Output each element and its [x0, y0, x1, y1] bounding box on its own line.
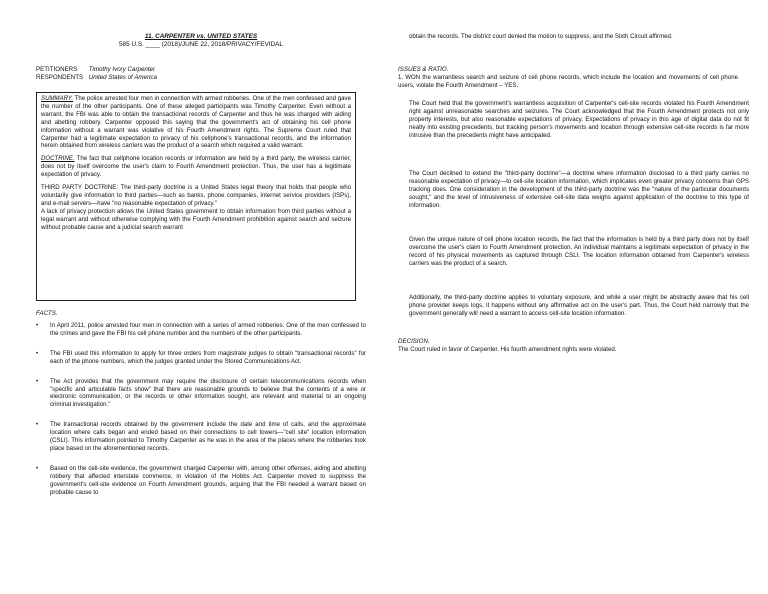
case-citation: 585 U.S. ____ (2018)/JUNE 22, 2018/PRIVACY/FEVIDAL — [119, 41, 283, 48]
list-item: • In April 2011, police arrested four men in connection with a series of armed robberies. One of the men confessed to the crimes and gave the FBI his cell phone number and the numbers of the other participants. — [36, 322, 366, 337]
third-party-paragraph: THIRD PARTY DOCTRINE: The third-party doctrine is a United States legal theory that holds that people who voluntarily give information to third parties—such as banks, phone companies, internet service providers (ISPs), and e-mail servers—have "no reasonable expectation of privacy." — [41, 184, 351, 207]
list-item: • The transactional records obtained by the government include the date and time of calls, and the approximate location where calls began and ended based on their connections to cell towers—"cell site" location information (CSLI). This information pointed to Timothy Carpenter as he was in the area of the places where the robberies took place based on the aforementioned records. — [36, 421, 366, 452]
list-item: • Based on the cell-site evidence, the government charged Carpenter with, among other offenses, aiding and abetting robbery that affected interstate commerce, in violation of the Hobbs Act. Carpenter moved to suppress the government's cell-site evidence on Fourth Amendment grounds, arguing that the FBI needed a warrant based on probable cause to — [36, 464, 366, 496]
case-title: 11. CARPENTER vs. UNITED STATES — [144, 33, 258, 40]
doctrine-label: DOCTRINE. — [41, 155, 75, 163]
doctrine-paragraph — [41, 155, 351, 179]
respondents-label: RESPONDENTS — [36, 74, 84, 81]
ratio-paragraph-4: Additionally, the third-party doctrine applies to voluntary exposure, and while a user might be abstractly aware that his cell phone provider keeps logs, it happens without any affirmative act on the user's part. Thus, the Court held narrowly that the government generally will need a warrant to access cell-site location information. — [409, 294, 749, 317]
facts-continuation: obtain the records. The district court denied the motion to suppress, and the Sixth Circuit affirmed. — [409, 33, 673, 40]
ratio-paragraph-2: The Court declined to extend the "third-party doctrine"—a doctrine where information disclosed to a third party carries no reasonable expectation of privacy—to cell-site location information, which implicates even greater privacy concerns than GPS tracking does. One consideration in the development of the third-party doctrine was the "nature of the particular documents sought," and the level of intrusiveness of extensive cell-site data weighs against application of the doctrine to this type of information. — [409, 170, 749, 209]
summary-box — [36, 92, 356, 301]
bullet-icon: • — [36, 377, 39, 385]
lack-of-privacy-paragraph: A lack of privacy protection allows the United States government to obtain information from third parties without a legal warrant and without otherwise complying with the Fourth Amendment prohibition against search and seizure without probable cause and a judicial search warrant — [41, 207, 351, 231]
petitioners-value: Timothy Ivory Carpenter — [88, 66, 156, 73]
issues-heading: ISSUES & RATIO. — [398, 66, 449, 73]
doctrine-text: The fact that cellphone location records or information are held by a third party, the wireless carrier, does not by itself overcome the user's claim to Fourth Amendment protection. Thus, the user has a legitimate expectation of privacy. — [41, 155, 351, 179]
bullet-icon: • — [36, 322, 39, 329]
summary-paragraph — [41, 95, 351, 150]
respondents-value: United States of America — [88, 74, 157, 81]
ratio-paragraph-1: The Court held that the government's warrantless acquisition of Carpenter's cell-site records violated his Fourth Amendment right against unreasonable searches and seizures. The Court acknowledged that the Fourth Amendment protects not only property interests, but also reasonable expectations of privacy. Expectations of privacy in this age of digital data do not fit neatly into existing precedents, but tracking person's movements and location through extensive cell-site records is far more intrusive than the precedents might have anticipated. — [409, 100, 749, 139]
bullet-icon: • — [36, 464, 39, 472]
bullet-icon: • — [36, 349, 39, 357]
case-header — [36, 33, 366, 49]
respondents-row — [36, 74, 366, 82]
decision-text: The Court ruled in favor of Carpenter. His fourth amendment rights were violated. — [398, 346, 617, 353]
facts-list — [36, 322, 366, 509]
facts-heading: FACTS. — [36, 310, 58, 317]
list-item: • The Act provides that the government may require the disclosure of certain telecommunications records when "specific and articulable facts show" that there are reasonable grounds to believe that the contents of a wire or electronic communication, or the records or other information sought, are relevant and material to an ongoing criminal investigation." — [36, 377, 366, 409]
petitioners-row — [36, 66, 366, 74]
issue-1: 1. WON the warrantless search and seizure of cell phone records, which include the location and movements of cell phone users, violate the Fourth Amendment – YES. — [398, 74, 738, 89]
petitioners-label: PETITIONERS — [36, 66, 78, 73]
ratio-paragraph-3: Given the unique nature of cell phone location records, the fact that the information is held by a third party does not by itself overcome the user's claim to Fourth Amendment protection. An individual maintains a legitimate expectation of privacy in the record of his physical movements as captured through CSLI. The location information obtained from Carpenter's wireless carriers was the product of a search. — [409, 236, 749, 267]
summary-text: The police arrested four men in connection with armed robberies. One of the men confessed and gave the number of the other participants. One of these alleged participants was Timothy Carpenter. Even without a warrant, the FBI was able to obtain the transactional records of Carpenter and thus he was charged with aiding and abetting robbery. Carpenter opposed this saying that the government's act of obtaining his cell phone information without a warrant was violative of his Fourth Amendment rights. The Supreme Court ruled that Carpenter had a legitimate expectation to privacy of his cellphone's transactional records, and the information herein obtained from wireless carriers was the product of a search which required a valid warrant. — [41, 95, 351, 150]
list-item: • The FBI used this information to apply for three orders from magistrate judges to obtain "transactional records" for each of the phone numbers, which the judges granted under the Stored Communications Act. — [36, 349, 366, 365]
summary-label: SUMMARY. — [41, 95, 74, 102]
decision-heading: DECISION. — [398, 338, 430, 345]
parties-block — [36, 66, 366, 82]
bullet-icon: • — [36, 421, 39, 429]
